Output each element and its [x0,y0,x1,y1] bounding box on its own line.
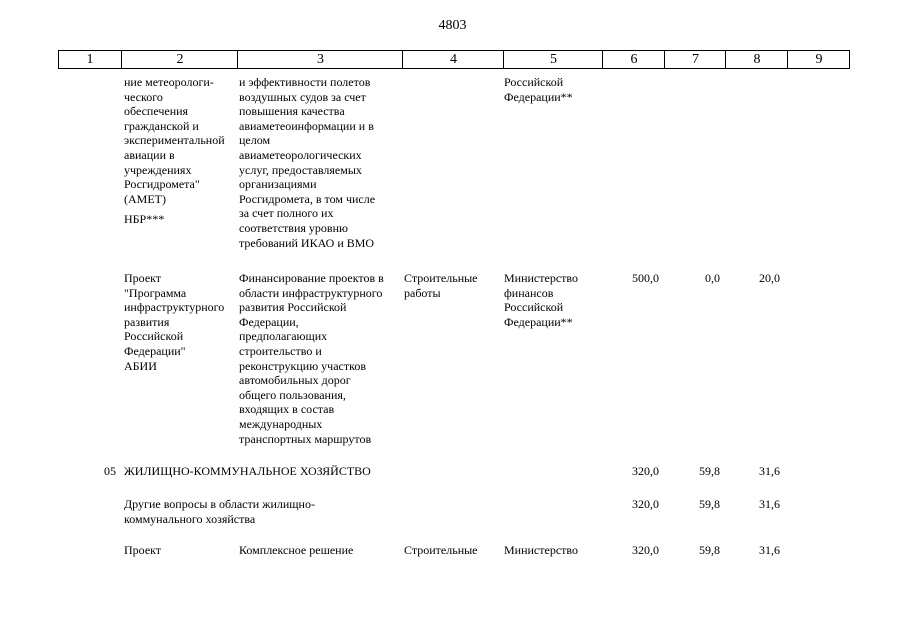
row1-col5-text: Российской Федерации** [504,75,573,104]
row1-col2-code: НБР*** [124,212,165,226]
row2-col7-value: 0,0 [705,271,720,285]
row4-col7-value: 59,8 [699,543,720,557]
section-col8-value: 31,6 [759,464,780,478]
header-col-1: 1 [86,52,94,67]
row3-title: Другие вопросы в области жилищно- коммунального хозяйства [124,497,315,526]
row4-col2-text: Проект [124,543,162,557]
header-col-8: 8 [725,51,788,68]
row3-col6-value: 320,0 [632,497,659,511]
section-col6-value: 320,0 [632,464,659,478]
row2-col2-text: Проект "Программа инфраструктурного развития Российской Федерации" АБИИ [124,271,225,373]
header-col-7: 7 [664,51,726,68]
row1-col2-text: ние метеорологи- ческого обеспечения гражданской и экспериментальной авиации в учреждениях Росгидромета" (АМЕТ) [124,75,225,206]
header-col-5: 5 [503,51,603,68]
header-col-3: 3 [237,51,403,68]
row4-col5-text: Министерство [504,543,578,557]
section-code: 05 [104,464,116,478]
header-col-9: 9 [787,51,850,68]
row3-col7-value: 59,8 [699,497,720,511]
row2-col4-text: Строительные работы [404,271,478,300]
header-col-6: 6 [602,51,665,68]
row1-col3-text: и эффективности полетов воздушных судов за счет повышения качества авиаметеоинформации и в целом авиаметеорологических услуг, предоставляемых организациями Росгидромета, в том числе за счет полного их соответствия уровню требований ИКАО и ВМО [239,75,376,250]
row3-col8-value: 31,6 [759,497,780,511]
row4-col6-value: 320,0 [632,543,659,557]
table-header-row [58,50,850,69]
row2-col5-text: Министерство финансов Российской Федерации** [504,271,578,329]
section-title: ЖИЛИЩНО-КОММУНАЛЬНОЕ ХОЗЯЙСТВО [124,464,371,478]
row2-col3-text: Финансирование проектов в области инфраструктурного развития Российской Федерации, предполагающих строительство и реконструкцию участков автомобильных дорог общего пользования, входящих в состав международных транспортных маршрутов [239,271,384,446]
row2-col8-value: 20,0 [759,271,780,285]
row4-col8-value: 31,6 [759,543,780,557]
row4-col3-text: Комплексное решение [239,543,354,557]
row4-col4-text: Строительные [404,543,478,557]
header-col-2: 2 [121,51,238,68]
section-col7-value: 59,8 [699,464,720,478]
page-number: 4803 [438,18,467,33]
row2-col6-value: 500,0 [632,271,659,285]
header-col-4: 4 [402,51,504,68]
